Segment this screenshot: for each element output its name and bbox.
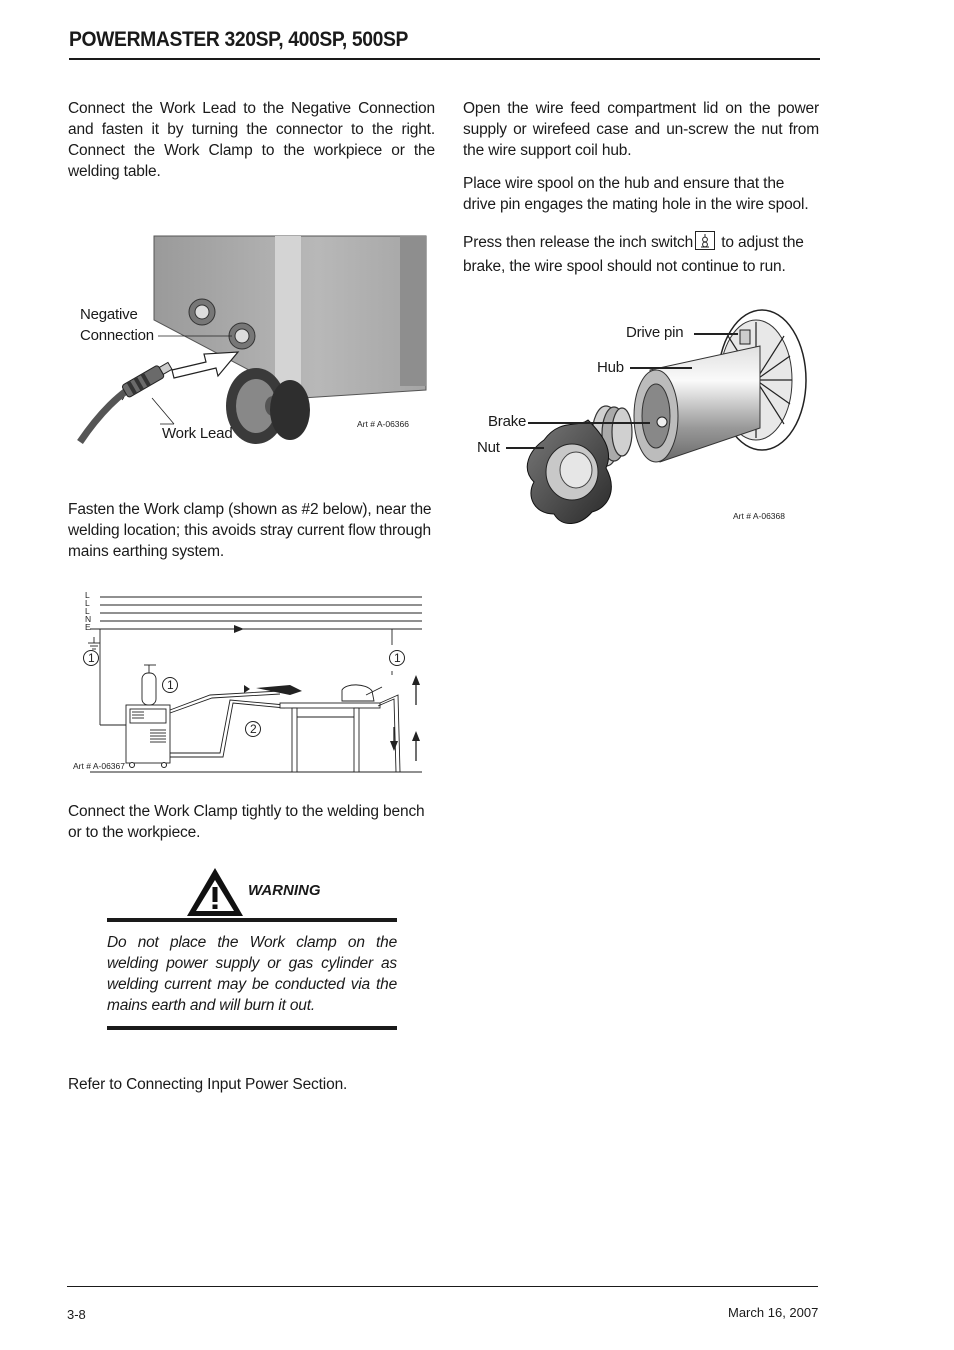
- right-paragraph-3-start: Press then release the inch switch: [463, 234, 694, 251]
- figure-earthing-diagram: [70, 585, 440, 775]
- figure-work-lead-connection: [70, 230, 440, 450]
- warning-text: Do not place the Work clamp on the welding power supply or gas cylinder as welding current may be conducted via the mains earth and will burn it out.: [107, 934, 397, 1014]
- right-paragraph-1: Open the wire feed compartment lid on the power supply or wirefeed case and un-screw the nut from the wire support coil hub.: [463, 100, 819, 159]
- footer-date: March 16, 2007: [728, 1305, 819, 1320]
- header-rule: [69, 58, 820, 60]
- phase-label-l3: L: [85, 606, 90, 616]
- marker-1-right: 1: [394, 651, 401, 665]
- warning-triangle-icon: [185, 866, 245, 918]
- marker-1-torch: 1: [167, 678, 174, 692]
- left-paragraph-3: Connect the Work Clamp tightly to the welding bench or to the workpiece.: [68, 803, 425, 841]
- label-drive-pin: Drive pin: [626, 324, 684, 341]
- label-hub: Hub: [597, 359, 624, 376]
- page-number: 3-8: [67, 1307, 86, 1322]
- warning-block: [107, 866, 397, 1034]
- label-negative-line1: Negative: [80, 306, 138, 323]
- label-brake: Brake: [488, 413, 527, 430]
- art-number-2: Art # A-06367: [73, 761, 125, 771]
- art-number-3: Art # A-06368: [733, 511, 785, 521]
- phase-label-l1: L: [85, 590, 90, 600]
- warning-rule-top: [107, 918, 397, 922]
- right-paragraph-2: Place wire spool on the hub and ensure that the drive pin engages the mating hole in the wire spool.: [463, 175, 809, 213]
- figure-spool-hub: [470, 300, 820, 530]
- phase-label-e: E: [85, 622, 91, 632]
- warning-title: WARNING: [248, 882, 321, 899]
- left-paragraph-2: Fasten the Work clamp (shown as #2 below), near the welding location; this avoids stray current flow through mains earthing system.: [68, 501, 432, 560]
- page-title: POWERMASTER 320SP, 400SP, 500SP: [69, 28, 409, 51]
- footer-rule: [67, 1286, 818, 1287]
- art-number-1: Art # A-06366: [357, 419, 409, 429]
- right-paragraph-3: [463, 231, 819, 279]
- left-paragraph-4: Refer to Connecting Input Power Section.: [68, 1076, 348, 1093]
- label-nut: Nut: [477, 439, 500, 456]
- label-work-lead: Work Lead: [162, 425, 233, 442]
- earthing-diagram: [70, 585, 440, 775]
- label-negative-line2: Connection: [80, 327, 154, 344]
- right-paragraph-3-end: to adjust the brake, the wire spool should not continue to run.: [463, 234, 804, 275]
- inch-switch-icon: [695, 231, 715, 250]
- phase-label-l2: L: [85, 598, 90, 608]
- phase-label-n: N: [85, 614, 92, 624]
- marker-2-clamp: 2: [250, 722, 257, 736]
- marker-1-left: 1: [88, 651, 95, 665]
- left-paragraph-1: Connect the Work Lead to the Negative Connection and fasten it by turning the connector to the right. Connect the Work Clamp to the workpiece or the welding table.: [68, 100, 435, 180]
- warning-rule-bottom: [107, 1026, 397, 1030]
